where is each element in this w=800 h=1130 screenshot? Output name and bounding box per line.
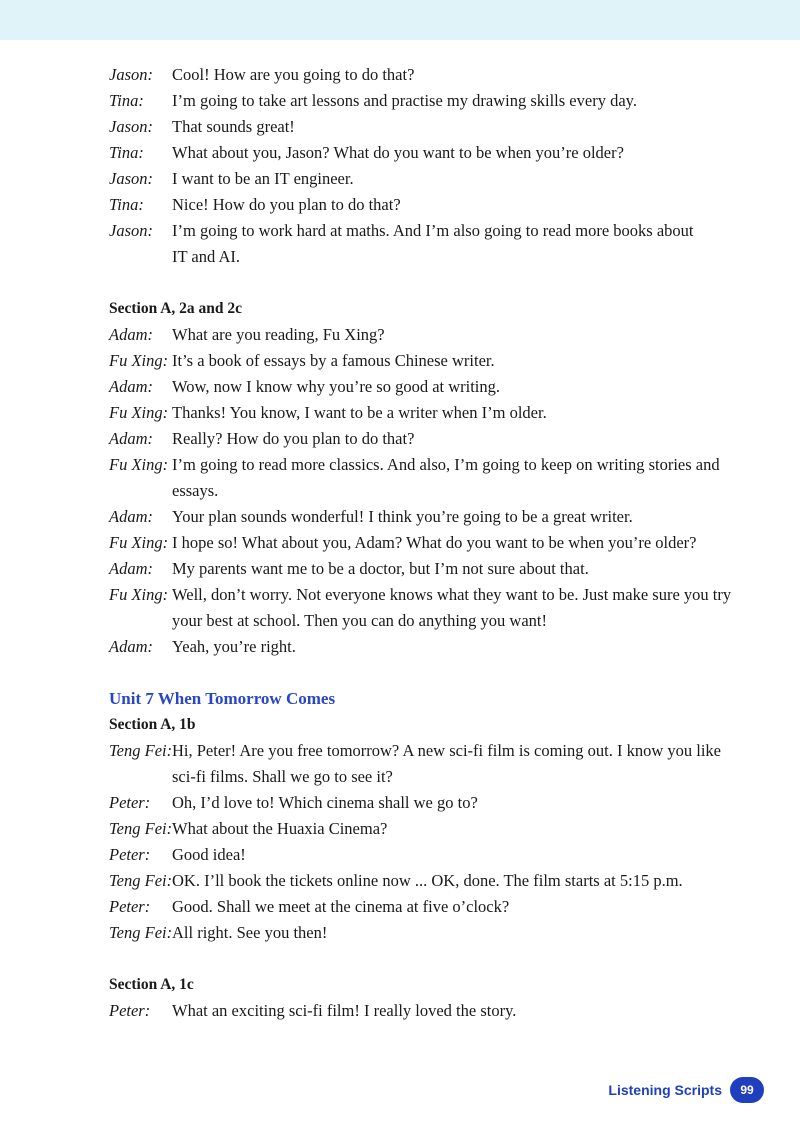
speaker-name: Peter: [109,845,151,864]
dialog-text: OK. I’ll book the tickets online now ... OK, done. The film starts at 5:15 p.m. [172,871,683,890]
dialog-text: Thanks! You know, I want to be a writer when I’m older. [172,403,547,422]
speaker-name: Teng Fei: [109,819,173,838]
speaker-name: Peter: [109,1001,151,1020]
dialog-text: I’m going to read more classics. And also, I’m going to keep on writing stories and essays. [172,455,720,500]
dialog-line [109,920,749,946]
speaker-name: Tina: [109,195,144,214]
speaker-name: Adam: [109,507,153,526]
dialog-line [109,868,749,894]
dialog-line [109,556,749,582]
speaker-name: Jason: [109,169,153,188]
dialog-line [109,88,749,114]
dialog-text: What an exciting sci-fi film! I really loved the story. [172,1001,517,1020]
dialog-text: What are you reading, Fu Xing? [172,325,385,344]
dialog-text: Your plan sounds wonderful! I think you’re going to be a great writer. [172,507,633,526]
listening-script-content [109,62,749,1024]
dialog-line [109,998,749,1024]
dialog-line [109,738,732,790]
dialog-line [109,634,749,660]
page-number-badge: 99 [730,1077,764,1103]
speaker-name: Teng Fei: [109,741,173,760]
section-heading: Section A, 1b [109,716,196,733]
dialog-line [109,504,749,530]
speaker-name: Adam: [109,325,153,344]
speaker-name: Adam: [109,559,153,578]
speaker-name: Fu Xing: [109,403,169,422]
dialog-line [109,62,749,88]
dialog-line [109,790,749,816]
dialog-text: Cool! How are you going to do that? [172,65,415,84]
header-band [0,0,800,40]
speaker-name: Adam: [109,429,153,448]
dialog-text: Hi, Peter! Are you free tomorrow? A new sci-fi film is coming out. I know you like sci-fi films. Shall we go to see it? [172,741,721,786]
dialog-line [109,894,749,920]
dialog-text: All right. See you then! [172,923,328,942]
dialog-line [109,114,749,140]
dialog-line [109,166,749,192]
dialog-line [109,452,737,504]
dialog-line [109,426,749,452]
dialog-text: Really? How do you plan to do that? [172,429,415,448]
dialog-text: Good. Shall we meet at the cinema at five o’clock? [172,897,510,916]
speaker-name: Tina: [109,143,144,162]
speaker-name: Adam: [109,637,153,656]
speaker-name: Jason: [109,221,153,240]
dialog-text: Good idea! [172,845,246,864]
section-heading: Section A, 1c [109,976,194,993]
dialog-line [109,842,749,868]
dialog-line [109,530,749,556]
dialog-line [109,322,749,348]
dialog-text: Yeah, you’re right. [172,637,296,656]
dialog-line [109,400,749,426]
speaker-name: Teng Fei: [109,871,173,890]
dialog-text: My parents want me to be a doctor, but I’m not sure about that. [172,559,589,578]
unit-title: Unit 7 When Tomorrow Comes [109,689,336,708]
speaker-name: Jason: [109,65,153,84]
dialog-text: I’m going to take art lessons and practise my drawing skills every day. [172,91,637,110]
dialog-line [109,582,732,634]
dialog-text: I’m going to work hard at maths. And I’m also going to read more books about IT and AI. [172,221,694,266]
dialog-line [109,348,749,374]
speaker-name: Fu Xing: [109,455,169,474]
speaker-name: Jason: [109,117,153,136]
speaker-name: Adam: [109,377,153,396]
dialog-text: That sounds great! [172,117,295,136]
footer-section-label: Listening Scripts [608,1082,722,1098]
section-heading: Section A, 2a and 2c [109,300,243,317]
dialog-text: Well, don’t worry. Not everyone knows what they want to be. Just make sure you try your best at school. Then you can do anything you want! [172,585,732,630]
speaker-name: Fu Xing: [109,585,169,604]
dialog-text: Wow, now I know why you’re so good at writing. [172,377,501,396]
dialog-text: What about the Huaxia Cinema? [172,819,388,838]
speaker-name: Peter: [109,793,151,812]
dialog-text: Oh, I’d love to! Which cinema shall we go to? [172,793,478,812]
speaker-name: Fu Xing: [109,351,169,370]
speaker-name: Peter: [109,897,151,916]
dialog-line [109,374,749,400]
speaker-name: Tina: [109,91,144,110]
speaker-name: Fu Xing: [109,533,169,552]
speaker-name: Teng Fei: [109,923,173,942]
dialog-line [109,816,749,842]
dialog-text: I want to be an IT engineer. [172,169,354,188]
dialog-line [109,192,749,218]
dialog-text: It’s a book of essays by a famous Chinese writer. [172,351,495,370]
dialog-text: Nice! How do you plan to do that? [172,195,401,214]
dialog-line [109,140,749,166]
dialog-line [109,218,702,270]
dialog-text: What about you, Jason? What do you want to be when you’re older? [172,143,624,162]
dialog-text: I hope so! What about you, Adam? What do you want to be when you’re older? [172,533,697,552]
